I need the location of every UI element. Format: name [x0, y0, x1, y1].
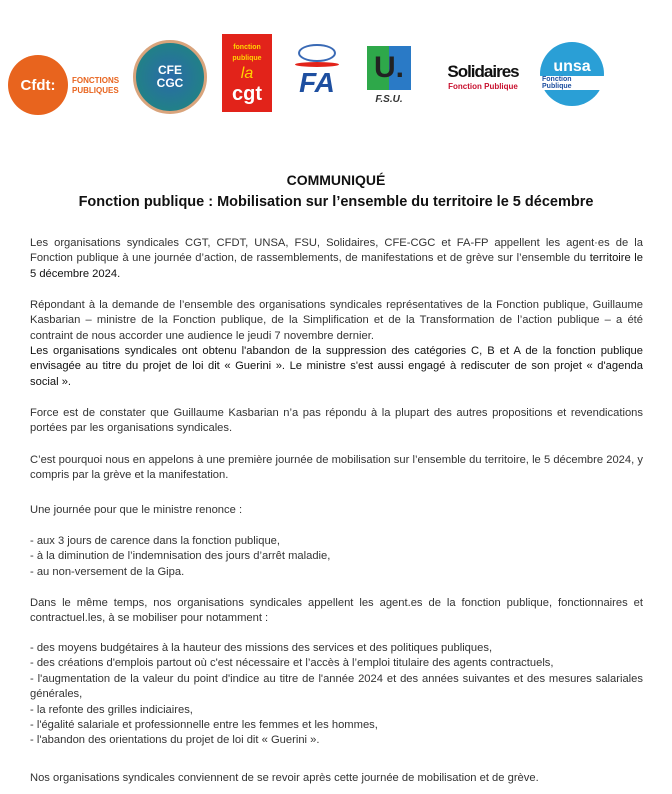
page-subtitle: Fonction publique : Mobilisation sur l’ensemble du territoire le 5 décembre — [78, 194, 594, 210]
cfdt-logo-subtitle — [72, 76, 122, 96]
unsa-logo — [540, 42, 604, 106]
paragraph-5: C’est pourquoi nous en appelons à une première journée de mobilisation sur l’ensemble du territoire, le 5 décembre 2024, y compris par la grève et la manifestation. — [30, 454, 643, 482]
cfe-text: CFE — [158, 63, 182, 77]
page-title: COMMUNIQUÉ — [286, 172, 386, 188]
cgt-top: fonction publique — [232, 44, 262, 62]
list-item: - des moyens budgétaires à la hauteur des missions des services et des politiques publiques, — [30, 642, 493, 654]
list-1 — [30, 534, 643, 580]
paragraph-2: Répondant à la demande de l’ensemble des organisations syndicales représentatives de la Fonction publique, Guillaume Kasbarian – ministre de la Fonction publique, de la Simplification et de la Transformation de l’action publique – a été contraint de nous accorder une audience le jeudi 7 novembre dernier. — [30, 299, 643, 342]
cgc-text: CGC — [156, 76, 184, 90]
paragraph-8: Nos organisations syndicales conviennent de se revoir après cette journée de mobilisation et de grève. — [30, 772, 539, 784]
list-item: - la refonte des grilles indiciaires, — [30, 703, 193, 716]
cgt-text: cgt — [232, 83, 262, 105]
cfe-cgc-logo — [133, 40, 207, 114]
fa-logo — [292, 38, 342, 104]
list-item: - aux 3 jours de carence dans la fonction publique, — [30, 535, 281, 547]
p1-text: Les organisations syndicales CGT, CFDT, UNSA, FSU, Solidaires, CFE-CGC et FA-FP appellent les agent·es de la Fonction publique à une journée d’action, de rassemblements, de manifestations et de grève sur l’ensemble du — [30, 237, 643, 265]
paragraph-3: Les organisations syndicales ont obtenu l'abandon de la suppression des catégories C, B et A de la fonction publique envisagée au titre du projet de loi dit « Guerini ». Le ministre s'est aussi engagé à rediscuter de son projet « d'agenda social ». — [30, 345, 643, 388]
solidaires-sub: Fonction Publique — [448, 82, 518, 91]
fa-swirl — [298, 44, 336, 62]
p1-bold: territoire le 5 décembre 2024. — [30, 252, 643, 280]
fsu-text: F.S.U. — [375, 93, 403, 105]
list-2 — [30, 641, 643, 749]
solidaires-logo — [436, 62, 530, 91]
fsu-mark: U. — [367, 46, 411, 90]
list-item: - l'augmentation de la valeur du point d'indice au titre de l'année 2024 et des années suivantes et des mesures salariales générales, — [30, 672, 643, 701]
paragraph-7: Dans le même temps, nos organisations syndicales appellent les agent.es de la fonction publique, fonctionnaires et contractuel.les, à se mobiliser pour notamment : — [30, 597, 643, 625]
cfdt-logo: Cfdt: — [8, 55, 68, 115]
unsa-text: unsa — [553, 58, 591, 75]
paragraph-6: Une journée pour que le ministre renonce : — [30, 504, 243, 516]
list-item: - au non-versement de la Gipa. — [30, 565, 185, 578]
fsu-logo — [365, 40, 413, 110]
cgt-logo — [222, 34, 272, 112]
list-item: - des créations d'emplois partout où c'est nécessaire et l’accès à l’emploi titulaire des agents contractuels, — [30, 657, 554, 670]
paragraph-4: Force est de constater que Guillaume Kasbarian n’a pas répondu à la plupart des autres propositions et revendications portées par les organisations syndicales. — [30, 407, 643, 435]
solidaires-text: Solidaires — [447, 62, 519, 81]
unsa-sub: Fonction Publique — [540, 76, 604, 90]
fa-text: FA — [299, 66, 335, 98]
list-item: - à la diminution de l’indemnisation des jours d’arrêt maladie, — [30, 550, 331, 563]
paragraph-1 — [30, 236, 643, 282]
cgt-la: la — [240, 65, 254, 82]
cfdt-sub: PUBLIQUES — [72, 86, 119, 95]
list-item: - l'abandon des orientations du projet de loi dit « Guerini ». — [30, 734, 320, 747]
cfdt-sub: FONCTIONS — [72, 76, 120, 85]
list-item: - l'égalité salariale et professionnelle entre les femmes et les hommes, — [30, 719, 378, 732]
